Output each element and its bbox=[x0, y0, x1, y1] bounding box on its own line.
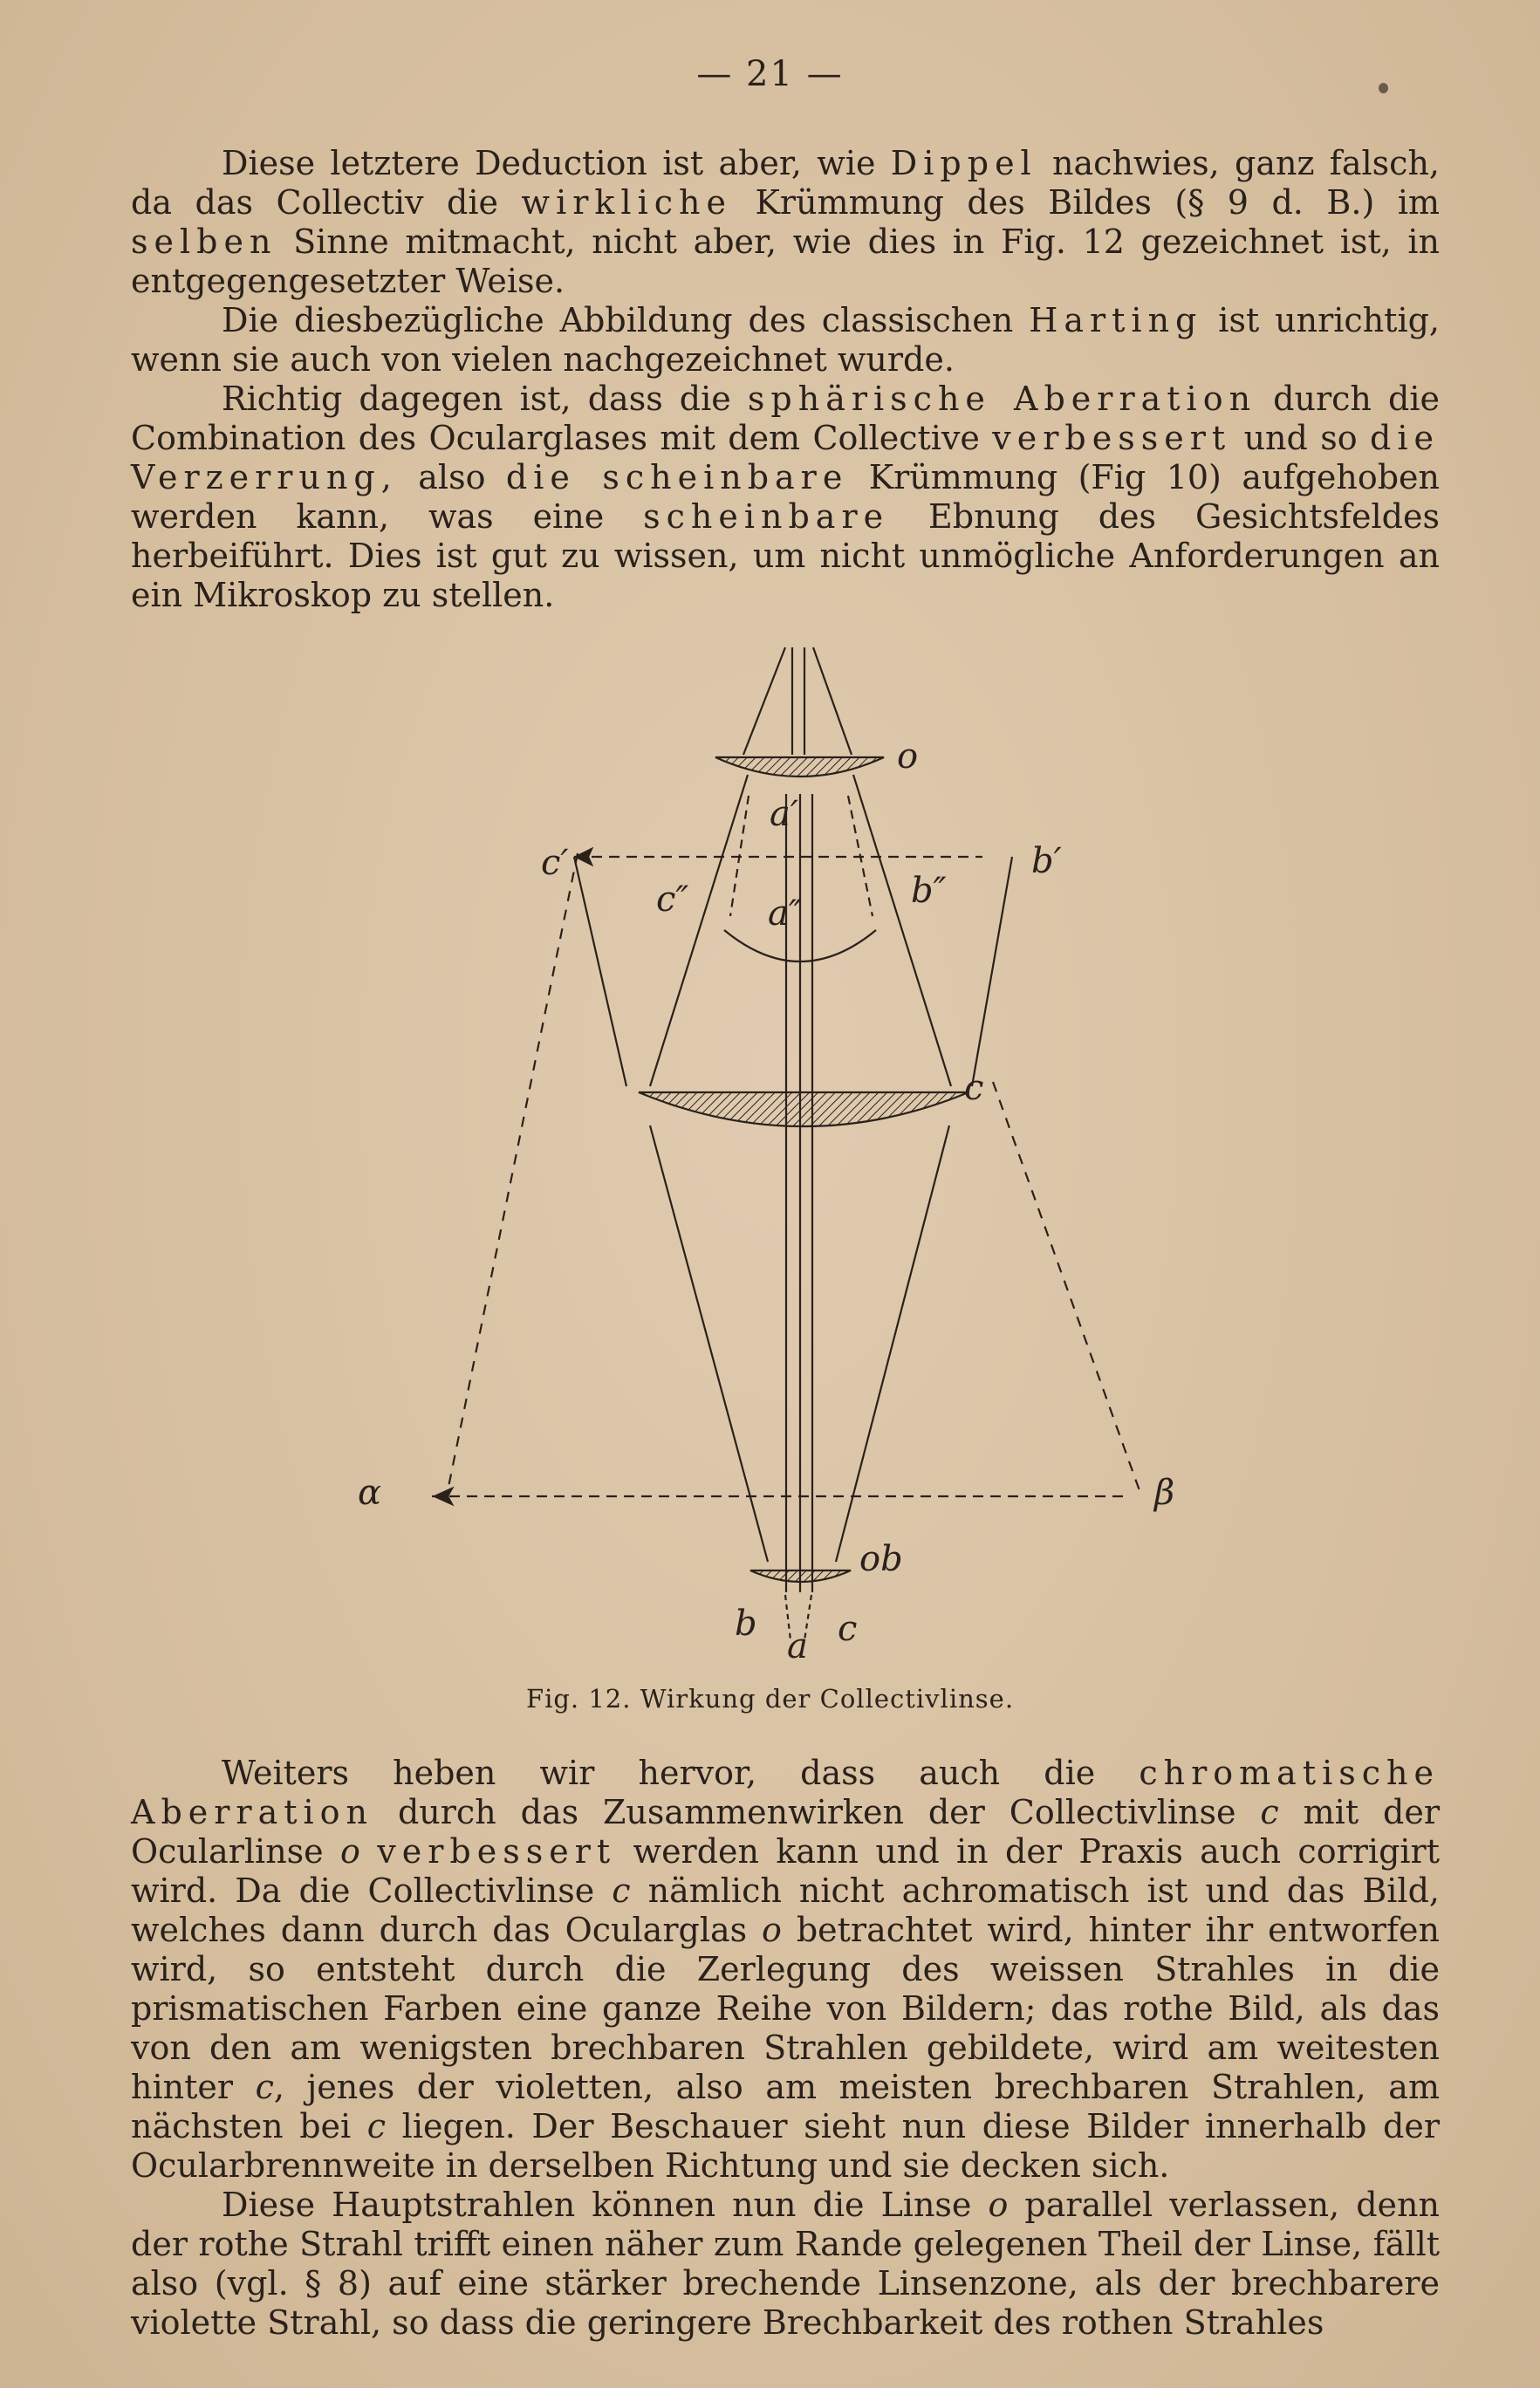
text-run: verbessert bbox=[992, 419, 1232, 457]
text-run: durch die Combination des Ocularglases mit dem Collective bbox=[131, 380, 1440, 457]
arrowhead-c-prime bbox=[576, 849, 592, 865]
text-run: c bbox=[1260, 1793, 1279, 1831]
label-a-bottom: a bbox=[787, 1626, 808, 1666]
collective-lens-c bbox=[639, 1092, 968, 1126]
page-number: — 21 — bbox=[696, 54, 844, 94]
label-alpha: α bbox=[358, 1473, 382, 1513]
ray-inner-left bbox=[650, 775, 748, 1086]
label-c-bottom: c bbox=[838, 1609, 858, 1649]
text-run: Sinne mitmacht, nicht aber, wie dies in Fig. 12 gezeichnet ist, in entgegengesetzter Weise. bbox=[131, 222, 1440, 300]
paragraph bbox=[131, 301, 1440, 380]
text-run: Weiters heben wir hervor, dass auch die bbox=[222, 1754, 1140, 1792]
label-a-prime: a′ bbox=[770, 794, 798, 834]
text-run: c bbox=[366, 2107, 387, 2145]
text-run: , jenes der violetten, also am meisten brechbaren Strahlen, am nächsten bei bbox=[131, 2068, 1440, 2145]
label-a-dprime: a″ bbox=[768, 893, 802, 934]
text-run bbox=[360, 1832, 377, 1871]
text-run: Die diesbezügliche Abbildung des classischen bbox=[222, 301, 1030, 339]
text-run: also bbox=[397, 458, 506, 496]
text-block-top bbox=[131, 144, 1440, 615]
paragraph bbox=[131, 144, 1440, 301]
text-run: Diese letztere Deduction ist aber, wie bbox=[222, 144, 891, 182]
dashed-diagonal-left bbox=[447, 853, 578, 1495]
text-run: die Verzerrung, bbox=[131, 419, 1440, 496]
text-run: ist unrichtig, wenn sie auch von vielen nachgezeichnet wurde. bbox=[131, 301, 1441, 379]
ray-top-right bbox=[813, 647, 852, 755]
text-run: verbessert bbox=[377, 1832, 617, 1871]
dashed-diagonal-right bbox=[993, 1082, 1141, 1495]
text-run: c bbox=[612, 1871, 631, 1910]
label-b-prime: b′ bbox=[1031, 841, 1062, 881]
text-run: mit der Ocularlinse bbox=[131, 1793, 1441, 1871]
text-run: c bbox=[255, 2068, 274, 2106]
text-run: chromatische Aberration bbox=[131, 1754, 1440, 1831]
text-run: sphärische Aberration bbox=[747, 380, 1257, 418]
text-run: Ebnung des Gesichtsfeldes herbeiführt. Dies ist gut zu wissen, um nicht unmögliche Anforderungen an ein Mikroskop zu stellen. bbox=[131, 497, 1440, 614]
text-run: o bbox=[340, 1832, 360, 1871]
label-b-bottom: b bbox=[735, 1604, 757, 1644]
dashed-ray-right-upper bbox=[848, 796, 873, 916]
label-beta: β bbox=[1154, 1473, 1175, 1513]
text-run: wirkliche bbox=[521, 183, 732, 222]
ray-top-left bbox=[743, 647, 785, 755]
ray-outer-right bbox=[972, 857, 1012, 1086]
text-run: die scheinbare bbox=[505, 458, 849, 496]
paragraph bbox=[131, 380, 1440, 615]
text-run: nämlich nicht achromatisch ist und das Bild, welches dann durch das Ocularglas bbox=[131, 1871, 1440, 1949]
objective-lens-ob bbox=[750, 1570, 851, 1582]
text-run: parallel verlassen, denn der rothe Strahl trifft einen näher zum Rande gelegenen Theil der Linse, fällt also (vgl. § 8) auf eine stärker brechende Linsenzone, als der brechbarere violette Strahl, so dass die geringere Brechbarkeit des rothen Strahles bbox=[131, 2186, 1440, 2342]
text-run: liegen. Der Beschauer sieht nun diese Bilder innerhalb der Ocularbrennweite in derselben Richtung und sie decken sich. bbox=[131, 2107, 1440, 2185]
ray-inner-right bbox=[853, 775, 951, 1086]
text-run: Richtig dagegen ist, dass die bbox=[222, 380, 748, 418]
text-run: Krümmung (Fig 10) aufgehoben werden kann, was eine bbox=[131, 458, 1440, 536]
text-run: und so bbox=[1231, 419, 1371, 457]
text-run: Diese Hauptstrahlen können nun die Linse bbox=[222, 2186, 989, 2224]
text-run: nachwies, ganz falsch, da das Collectiv die bbox=[131, 144, 1440, 222]
figure-12-collective-lens-diagram bbox=[332, 628, 1291, 1684]
label-b-dprime: b″ bbox=[911, 871, 947, 911]
label-c-dprime: c″ bbox=[656, 879, 689, 920]
label-c-prime: c′ bbox=[541, 843, 569, 883]
text-run: scheinbare bbox=[643, 497, 890, 536]
text-run: betrachtet wird, hinter ihr entworfen wird, so entsteht durch die Zerlegung des weissen Strahles in die prismatischen Farben eine ganze Reihe von Bildern; das rothe Bild, als das von den am wenigsten brechbaren Strahlen gebildete, wird am weitesten hinter bbox=[131, 1911, 1440, 2106]
paragraph bbox=[131, 1754, 1440, 2186]
label-c-lens: c bbox=[964, 1068, 984, 1108]
label-ob: ob bbox=[859, 1539, 903, 1579]
text-run: Krümmung des Bildes (§ 9 d. B.) im bbox=[731, 183, 1440, 222]
text-run: o bbox=[762, 1911, 782, 1949]
paragraph bbox=[131, 2186, 1440, 2343]
text-run: durch das Zusammenwirken der Collectivlinse bbox=[373, 1793, 1261, 1831]
text-run: selben bbox=[131, 222, 277, 261]
text-block-bottom bbox=[131, 1754, 1440, 2343]
eye-lens-o bbox=[715, 757, 884, 777]
ray-outer-left bbox=[574, 857, 626, 1086]
text-run: werden kann und in der Praxis auch corrigirt wird. Da die Collectivlinse bbox=[131, 1832, 1440, 1910]
text-run: Harting bbox=[1029, 301, 1203, 339]
text-run: o bbox=[988, 2186, 1009, 2224]
figure-caption: Fig. 12. Wirkung der Collectivlinse. bbox=[525, 1684, 1015, 1714]
label-o: o bbox=[897, 736, 919, 777]
text-run: Dippel bbox=[890, 144, 1037, 182]
